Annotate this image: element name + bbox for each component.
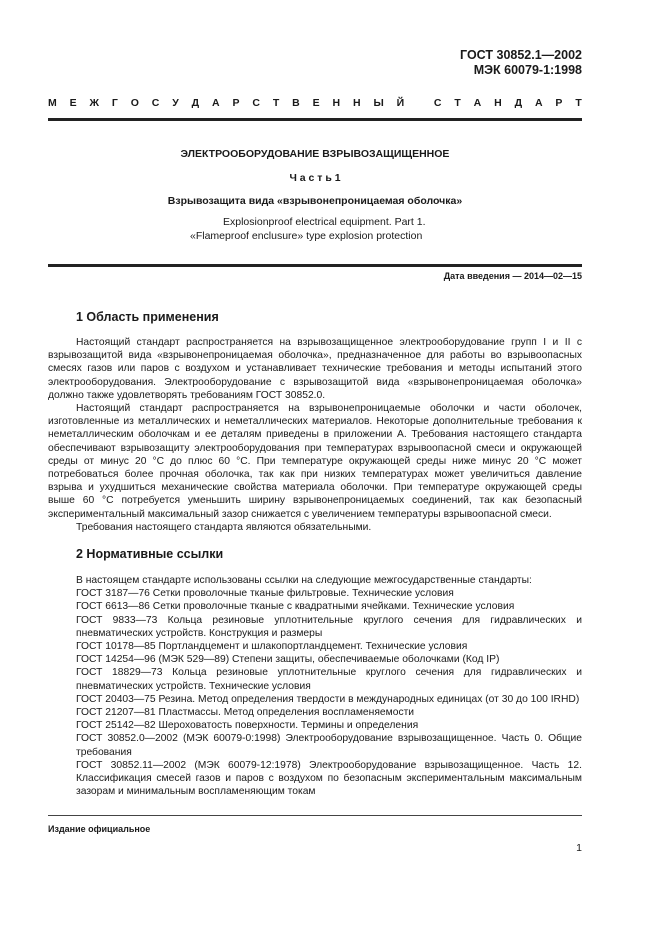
english-title bbox=[190, 215, 426, 243]
reference-item: ГОСТ 21207—81 Пластмассы. Метод определения воспламеняемости bbox=[76, 707, 415, 719]
reference-item: ГОСТ 30852.0—2002 (МЭК 60079-0:1998) Электрооборудование взрывозащищенное. Часть 0. Общие требования bbox=[76, 733, 582, 758]
banner-letter: А bbox=[212, 97, 220, 109]
banner-letter: У bbox=[172, 97, 179, 109]
banner-word-gap bbox=[417, 97, 421, 109]
banner-letter: Й bbox=[396, 97, 405, 109]
banner-letter: М bbox=[48, 97, 57, 109]
section-1-paragraph-1: Настоящий стандарт распространяется на взрывозащищенное электрооборудование групп I и II с взрывозащитой вида «взрывонепроницаемая оболочка», предназначенное для работы во взрывоопасных смесях газов или паров с воздухом и устанавливает технические требования и методы испытаний этого электрооборудования. Электрооборудование с взрывозащитой вида «взрывонепроницаемая оболочка» должно также удовлетворять требованиям ГОСТ 30852.0. bbox=[48, 337, 582, 401]
normative-references-list bbox=[48, 574, 582, 798]
banner-letter: Ы bbox=[373, 97, 384, 109]
reference-item: ГОСТ 3187—76 Сетки проволочные тканые фильтровые. Технические условия bbox=[76, 588, 454, 600]
banner-letter: Д bbox=[191, 97, 200, 109]
banner-letter: С bbox=[151, 97, 160, 109]
banner-letter: А bbox=[534, 97, 543, 109]
title-rule bbox=[48, 264, 582, 267]
banner-letter: Ж bbox=[89, 97, 100, 109]
header-rule bbox=[48, 118, 582, 121]
banner-letter: О bbox=[130, 97, 139, 109]
english-title-line2: «Flameproof enclusure» type explosion protection bbox=[190, 230, 423, 242]
banner-letter: Д bbox=[514, 97, 523, 109]
section-2-heading: 2 Нормативные ссылки bbox=[76, 547, 224, 561]
introduction-date: Дата введения — 2014—02—15 bbox=[443, 271, 582, 281]
page-number: 1 bbox=[576, 842, 582, 854]
standard-code-block bbox=[460, 48, 582, 78]
banner-letter: Т bbox=[454, 97, 461, 109]
reference-item: ГОСТ 9833—73 Кольца резиновые уплотнительные круглого сечения для гидравлических и пневматических устройств. Конструкция и размеры bbox=[76, 614, 582, 639]
banner-letter: Е bbox=[69, 97, 77, 109]
banner-letter: Т bbox=[575, 97, 582, 109]
banner-letter: Н bbox=[494, 97, 502, 109]
banner-letter: А bbox=[473, 97, 482, 109]
reference-item: ГОСТ 14254—96 (МЭК 529—89) Степени защиты, обеспечиваемые оболочками (Код IP) bbox=[76, 654, 500, 666]
references-intro: В настоящем стандарте использованы ссылки на следующие межгосударственные стандарты: bbox=[76, 575, 532, 586]
standard-code-iec: МЭК 60079-1:1998 bbox=[473, 63, 582, 77]
banner-letter: Т bbox=[272, 97, 280, 109]
standard-code-gost: ГОСТ 30852.1—2002 bbox=[460, 48, 582, 62]
section-1-body bbox=[48, 336, 582, 534]
section-1-paragraph-3: Требования настоящего стандарта являются обязательными. bbox=[76, 521, 372, 533]
reference-item: ГОСТ 6613—86 Сетки проволочные тканые с квадратными ячейками. Технические условия bbox=[76, 601, 515, 613]
reference-item: ГОСТ 18829—73 Кольца резиновые уплотнительные круглого сечения для гидравлических и пневматических устройств. Технические условия bbox=[76, 667, 582, 692]
part-label: Ч а с т ь 1 bbox=[289, 172, 341, 184]
banner-letter: С bbox=[252, 97, 260, 109]
reference-item: ГОСТ 10178—85 Портландцемент и шлакопортландцемент. Технические условия bbox=[76, 641, 468, 653]
banner-letter: С bbox=[433, 97, 442, 109]
banner-letter: Н bbox=[332, 97, 341, 109]
reference-item: ГОСТ 30852.11—2002 (МЭК 60079-12:1978) Электрооборудование взрывозащищенное. Часть 12. Классификация смесей газов и паров с воздухом по безопасным экспериментальным максимальным зазорам и минимальным воспламеняющим токам bbox=[76, 759, 582, 798]
document-title: ЭЛЕКТРООБОРУДОВАНИЕ ВЗРЫВОЗАЩИЩЕННОЕ bbox=[180, 148, 450, 160]
official-edition-label: Издание официальное bbox=[48, 824, 151, 834]
interstate-standard-banner bbox=[48, 97, 582, 109]
section-1-paragraph-2: Настоящий стандарт распространяется на взрывонепроницаемые оболочки и части оболочек, изготовленные из металлических и неметаллических материалов. Некоторые дополнительные требования к неметаллическим оболочкам и ее деталям приведены в приложении А. Требования настоящего стандарта обеспечивают взрывозащиту электрооборудования при температурах взрывоопасной смеси и окружающей среды от минус 20 °С до плюс 60 °С. При температуре окружающей среды ниже минус 20 °С может потребоваться более прочная оболочка, так как при низких температурах может увеличиться давление взрыва и ухудшиться механические свойства материала оболочки. При температуре окружающей среды выше 60 °С потребуется уменьшить ширину взрывонепроницаемых соединений, так как безопасный экспериментальный максимальный зазор снижается с увеличением температуры взрывоопасной смеси. bbox=[48, 403, 582, 520]
document-subtitle: Взрывозащита вида «взрывонепроницаемая оболочка» bbox=[167, 195, 463, 207]
banner-letter: Г bbox=[111, 97, 118, 109]
section-1-heading: 1 Область применения bbox=[76, 310, 219, 324]
english-title-line1: Explosionproof electrical equipment. Part 1. bbox=[223, 216, 426, 228]
banner-letter: Н bbox=[352, 97, 361, 109]
banner-letter: Р bbox=[232, 97, 240, 109]
reference-item: ГОСТ 20403—75 Резина. Метод определения твердости в международных единицах (от 30 до 100 IRHD) bbox=[76, 693, 580, 705]
banner-letter: Р bbox=[555, 97, 563, 109]
banner-letter: Е bbox=[312, 97, 320, 109]
banner-letter: В bbox=[292, 97, 300, 109]
footer-rule bbox=[48, 815, 582, 816]
reference-item: ГОСТ 25142—82 Шероховатость поверхности. Термины и определения bbox=[76, 720, 419, 732]
